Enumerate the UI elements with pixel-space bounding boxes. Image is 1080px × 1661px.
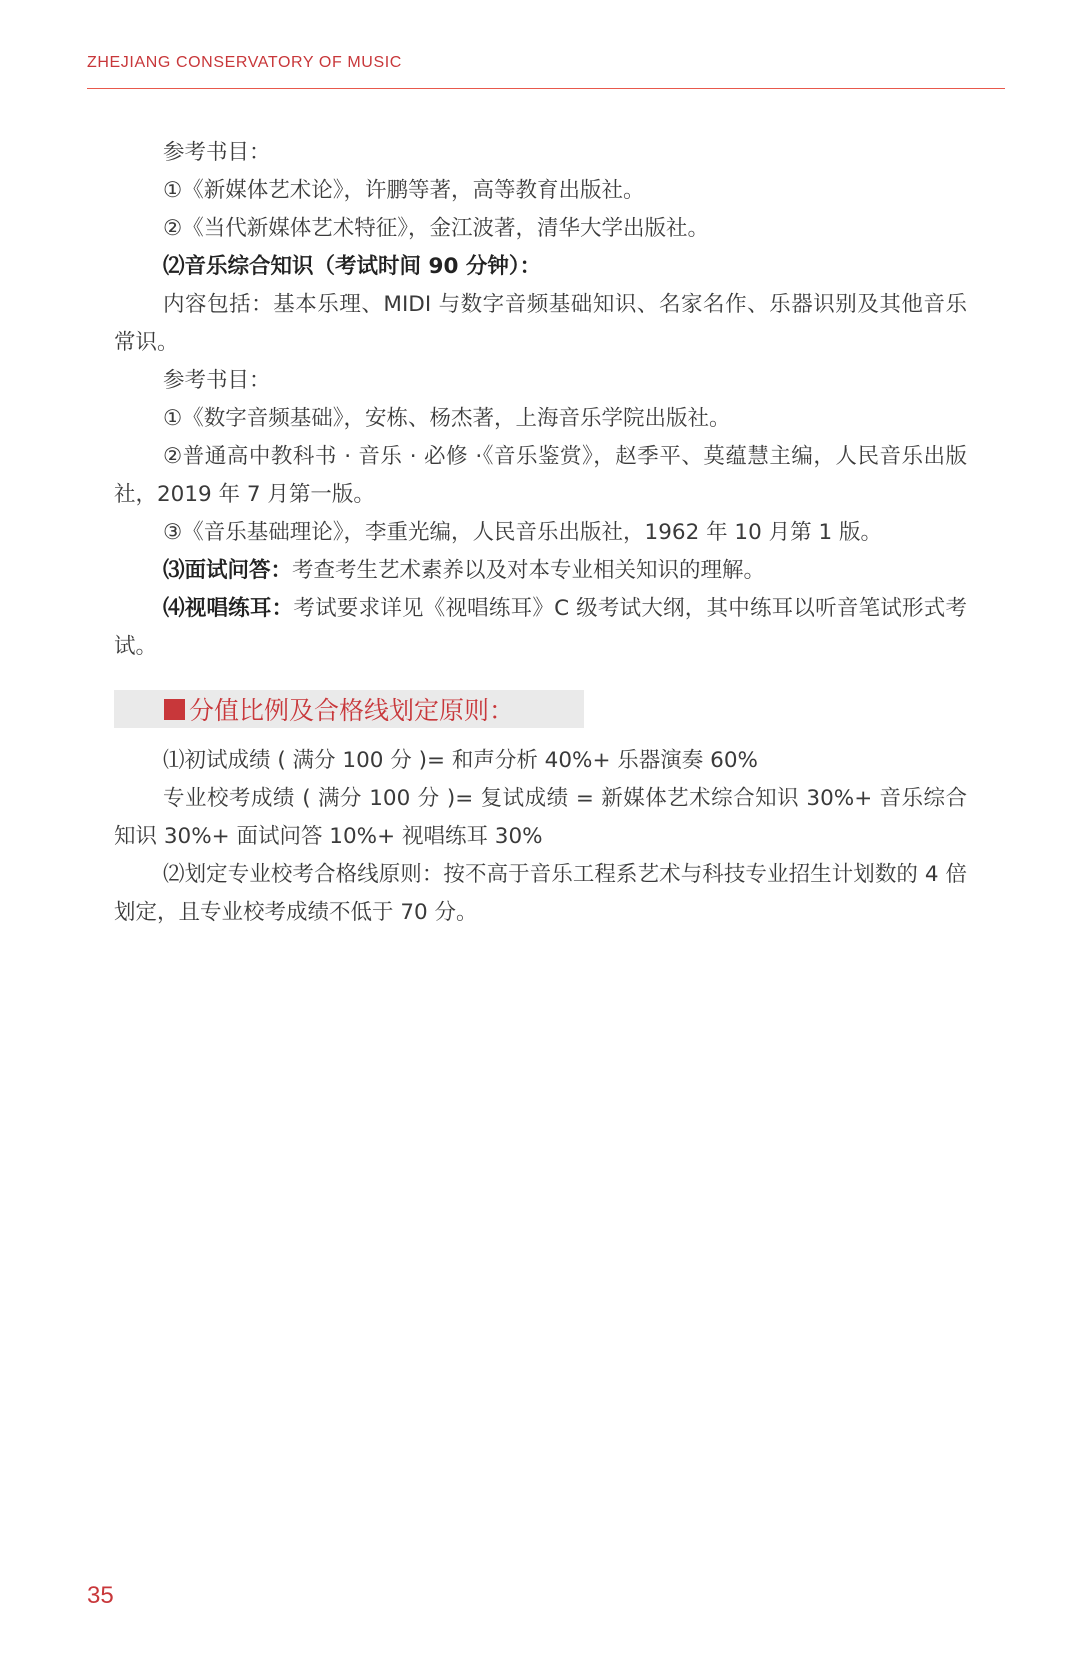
subject-heading-music-knowledge: ⑵音乐综合知识（考试时间 90 分钟）： [163,254,542,279]
running-header-title: ZHEJIANG CONSERVATORY OF MUSIC [87,54,402,71]
reference-item: ②普通高中教科书 · 音乐 · 必修 ·《音乐鉴赏》，赵季平、莫蕴慧主编，人民音乐出版社，2019 年 7 月第一版。 [114,444,967,507]
section-title: 分值比例及合格线划定原则： [189,696,515,725]
reference-item: ①《数字音频基础》，安栋、杨杰著，上海音乐学院出版社。 [163,406,731,431]
reference-item: ③《音乐基础理论》，李重光编，人民音乐出版社，1962 年 10 月第 1 版。 [163,520,882,545]
interview-text: 考查考生艺术素养以及对本专业相关知识的理解。 [292,558,766,583]
main-text [114,134,967,932]
interview-label: ⑶面试问答： [163,558,293,583]
passing-line-principle: ⑵划定专业校考合格线原则：按不高于音乐工程系艺术与科技专业招生计划数的 4 倍划定，且专业校考成绩不低于 70 分。 [114,862,967,925]
reference-item: ①《新媒体艺术论》，许鹏等著，高等教育出版社。 [163,178,645,203]
red-square-icon [164,699,185,720]
header-divider [87,88,1005,89]
content-description: 内容包括：基本乐理、MIDI 与数字音频基础知识、名家名作、乐器识别及其他音乐常识。 [114,292,967,355]
score-formula-professional: 专业校考成绩 ( 满分 100 分 )= 复试成绩 = 新媒体艺术综合知识 30%+ 音乐综合知识 30%+ 面试问答 10%+ 视唱练耳 30% [114,786,967,849]
interview-paragraph [114,552,967,590]
reference-heading-2: 参考书目： [163,368,271,393]
score-formula-preliminary: ⑴初试成绩 ( 满分 100 分 )= 和声分析 40%+ 乐器演奏 60% [163,748,758,773]
section-heading-bar [114,690,584,728]
sight-singing-paragraph [114,590,967,666]
page-number: 35 [87,1582,114,1609]
sight-singing-text: 考试要求详见《视唱练耳》C 级考试大纲，其中练耳以听音笔试形式考试。 [114,596,967,659]
sight-singing-label: ⑷视唱练耳： [163,596,294,621]
reference-heading-1: 参考书目： [163,140,271,165]
reference-item: ②《当代新媒体艺术特征》，金江波著，清华大学出版社。 [163,216,710,241]
